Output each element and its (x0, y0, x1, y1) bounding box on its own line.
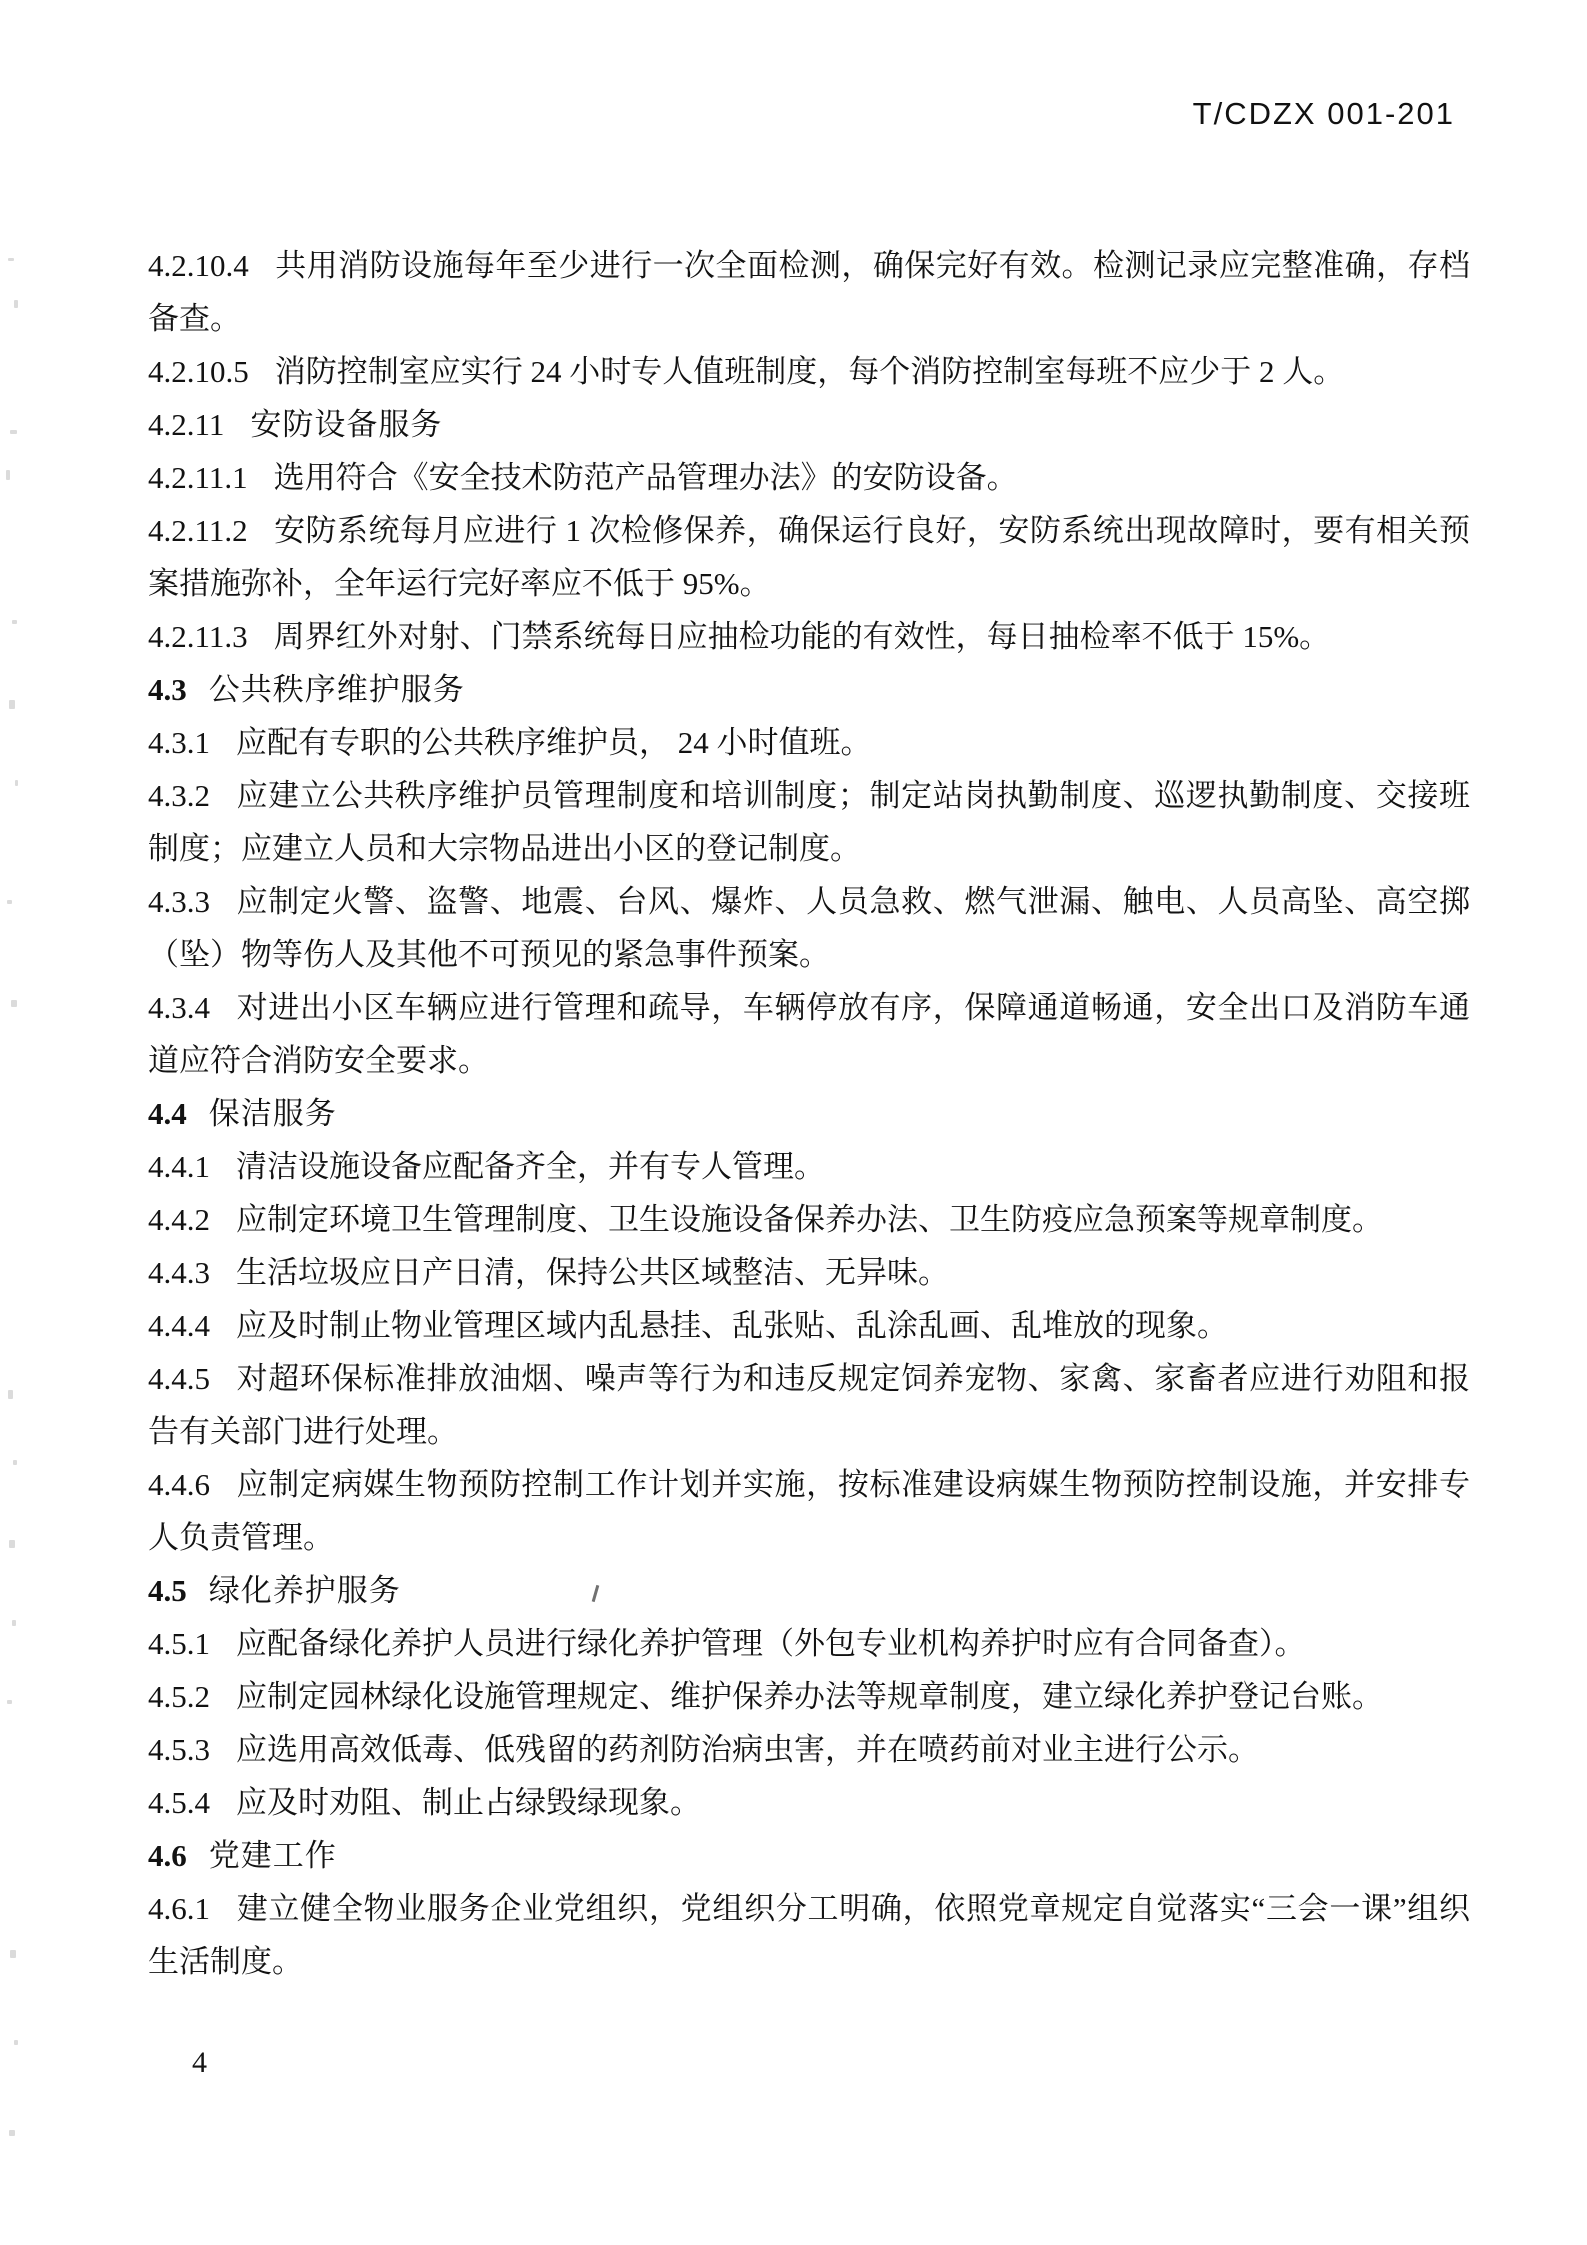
clause-4.5.3 (148, 1723, 1470, 1776)
clause-number: 4.2.10.4 (148, 248, 249, 283)
clause-4.2.11.2 (148, 504, 1470, 610)
clause-number: 4.5.2 (148, 1679, 210, 1714)
page-number: 4 (192, 2046, 207, 2079)
clause-text: 建立健全物业服务企业党组织，党组织分工明确，依照党章规定自觉落实“三会一课”组织生活制度。 (148, 1891, 1470, 1979)
scan-artifact (9, 1540, 15, 1548)
clause-number: 4.4.3 (148, 1255, 210, 1290)
clause-4.3.4 (148, 981, 1470, 1087)
clause-4.4.3 (148, 1246, 1470, 1299)
clause-text: 消防控制室应实行 24 小时专人值班制度，每个消防控制室每班不应少于 2 人。 (274, 354, 1345, 389)
clause-4.2.11.1 (148, 451, 1470, 504)
scan-artifact (7, 900, 12, 904)
clause-number: 4.3.3 (148, 884, 210, 919)
clause-number: 4.4.2 (148, 1202, 210, 1237)
clause-text: 安防系统每月应进行 1 次检修保养，确保运行良好，安防系统出现故障时，要有相关预案措施弥补，全年运行完好率应不低于 95%。 (148, 513, 1470, 601)
clause-text: 公共秩序维护服务 (208, 672, 465, 707)
clause-text: 周界红外对射、门禁系统每日应抽检功能的有效性，每日抽检率不低于 15%。 (273, 619, 1331, 654)
clause-4.2.11.3 (148, 610, 1470, 663)
scan-artifact (12, 1620, 16, 1626)
scan-artifact (14, 300, 18, 308)
clause-text: 对进出小区车辆应进行管理和疏导，车辆停放有序，保障通道畅通，安全出口及消防车通道应符合消防安全要求。 (148, 990, 1470, 1078)
clause-text: 安防设备服务 (250, 407, 443, 442)
scan-artifact (9, 2130, 15, 2136)
clause-4.3.3 (148, 875, 1470, 981)
clause-number: 4.3.4 (148, 990, 210, 1025)
clause-text: 生活垃圾应日产日清，保持公共区域整洁、无异味。 (236, 1255, 949, 1290)
clause-number: 4.5 (148, 1573, 187, 1608)
scan-artifact (9, 700, 15, 709)
clause-4.6 (148, 1829, 1470, 1882)
clause-text: 应制定火警、盗警、地震、台风、爆炸、人员急救、燃气泄漏、触电、人员高坠、高空掷（坠）物等伤人及其他不可预见的紧急事件预案。 (148, 884, 1470, 972)
clause-text: 清洁设施设备应配备齐全，并有专人管理。 (236, 1149, 825, 1184)
clause-number: 4.2.11.2 (148, 513, 248, 548)
clause-4.2.10.5 (148, 345, 1470, 398)
scan-artifact (14, 2040, 18, 2045)
scan-artifact (10, 1950, 16, 1958)
clause-number: 4.2.11.3 (148, 619, 248, 654)
clause-text: 应及时劝阻、制止占绿毁绿现象。 (236, 1785, 701, 1820)
clause-4.3.2 (148, 769, 1470, 875)
clause-4.5 (148, 1564, 1470, 1617)
scan-artifact (10, 430, 17, 434)
clause-text: 应制定园林绿化设施管理规定、维护保养办法等规章制度，建立绿化养护登记台账。 (236, 1679, 1383, 1714)
clause-number: 4.4.6 (148, 1467, 210, 1502)
clause-text: 应配备绿化养护人员进行绿化养护管理（外包专业机构养护时应有合同备查）。 (236, 1626, 1306, 1661)
scan-artifact (12, 620, 17, 624)
clause-number: 4.4.1 (148, 1149, 210, 1184)
clause-4.4 (148, 1087, 1470, 1140)
clause-number: 4.4.4 (148, 1308, 210, 1343)
scan-artifact (7, 1700, 12, 1704)
clause-text: 对超环保标准排放油烟、噪声等行为和违反规定饲养宠物、家禽、家畜者应进行劝阻和报告有关部门进行处理。 (148, 1361, 1470, 1449)
clause-4.2.11 (148, 398, 1470, 451)
clause-4.4.4 (148, 1299, 1470, 1352)
clause-text: 党建工作 (208, 1838, 337, 1873)
clause-text: 应建立公共秩序维护员管理制度和培训制度；制定站岗执勤制度、巡逻执勤制度、交接班制度；应建立人员和大宗物品进出小区的登记制度。 (148, 778, 1470, 866)
clause-text: 应制定环境卫生管理制度、卫生设施设备保养办法、卫生防疫应急预案等规章制度。 (236, 1202, 1383, 1237)
clause-4.6.1 (148, 1882, 1470, 1988)
clause-number: 4.6 (148, 1838, 187, 1873)
clause-text: 共用消防设施每年至少进行一次全面检测，确保完好有效。检测记录应完整准确，存档备查。 (148, 248, 1470, 336)
clause-4.2.10.4 (148, 239, 1470, 345)
clause-number: 4.4 (148, 1096, 187, 1131)
clause-4.5.2 (148, 1670, 1470, 1723)
clause-number: 4.5.4 (148, 1785, 210, 1820)
clause-number: 4.3.1 (148, 725, 210, 760)
clause-4.4.6 (148, 1458, 1470, 1564)
clause-4.4.1 (148, 1140, 1470, 1193)
scan-artifact (11, 1000, 17, 1007)
clause-4.3 (148, 663, 1470, 716)
clause-number: 4.2.11.1 (148, 460, 248, 495)
clause-text: 保洁服务 (208, 1096, 337, 1131)
scan-artifact (8, 1390, 13, 1399)
clause-4.5.1 (148, 1617, 1470, 1670)
clause-text: 绿化养护服务 (208, 1573, 401, 1608)
clause-text: 应及时制止物业管理区域内乱悬挂、乱张贴、乱涂乱画、乱堆放的现象。 (236, 1308, 1228, 1343)
clause-text: 选用符合《安全技术防范产品管理办法》的安防设备。 (273, 460, 1018, 495)
clause-number: 4.5.3 (148, 1732, 210, 1767)
clause-list (148, 239, 1470, 1988)
scan-artifact (13, 1460, 17, 1465)
clause-4.3.1 (148, 716, 1470, 769)
clause-number: 4.3.2 (148, 778, 210, 813)
scan-artifact (6, 470, 10, 480)
clause-4.4.5 (148, 1352, 1470, 1458)
scan-artifact (15, 780, 18, 786)
clause-number: 4.2.11 (148, 407, 225, 442)
clause-number: 4.6.1 (148, 1891, 210, 1926)
clause-number: 4.3 (148, 672, 187, 707)
clause-text: 应配有专职的公共秩序维护员， 24 小时值班。 (236, 725, 872, 760)
clause-text: 应制定病媒生物预防控制工作计划并实施，按标准建设病媒生物预防控制设施，并安排专人负责管理。 (148, 1467, 1470, 1555)
clause-4.5.4 (148, 1776, 1470, 1829)
clause-number: 4.5.1 (148, 1626, 210, 1661)
scan-artifact (8, 258, 14, 261)
clause-text: 应选用高效低毒、低残留的药剂防治病虫害，并在喷药前对业主进行公示。 (236, 1732, 1259, 1767)
clause-number: 4.2.10.5 (148, 354, 249, 389)
clause-4.4.2 (148, 1193, 1470, 1246)
clause-number: 4.4.5 (148, 1361, 210, 1396)
standard-code: T/CDZX 001-201 (1192, 96, 1455, 131)
